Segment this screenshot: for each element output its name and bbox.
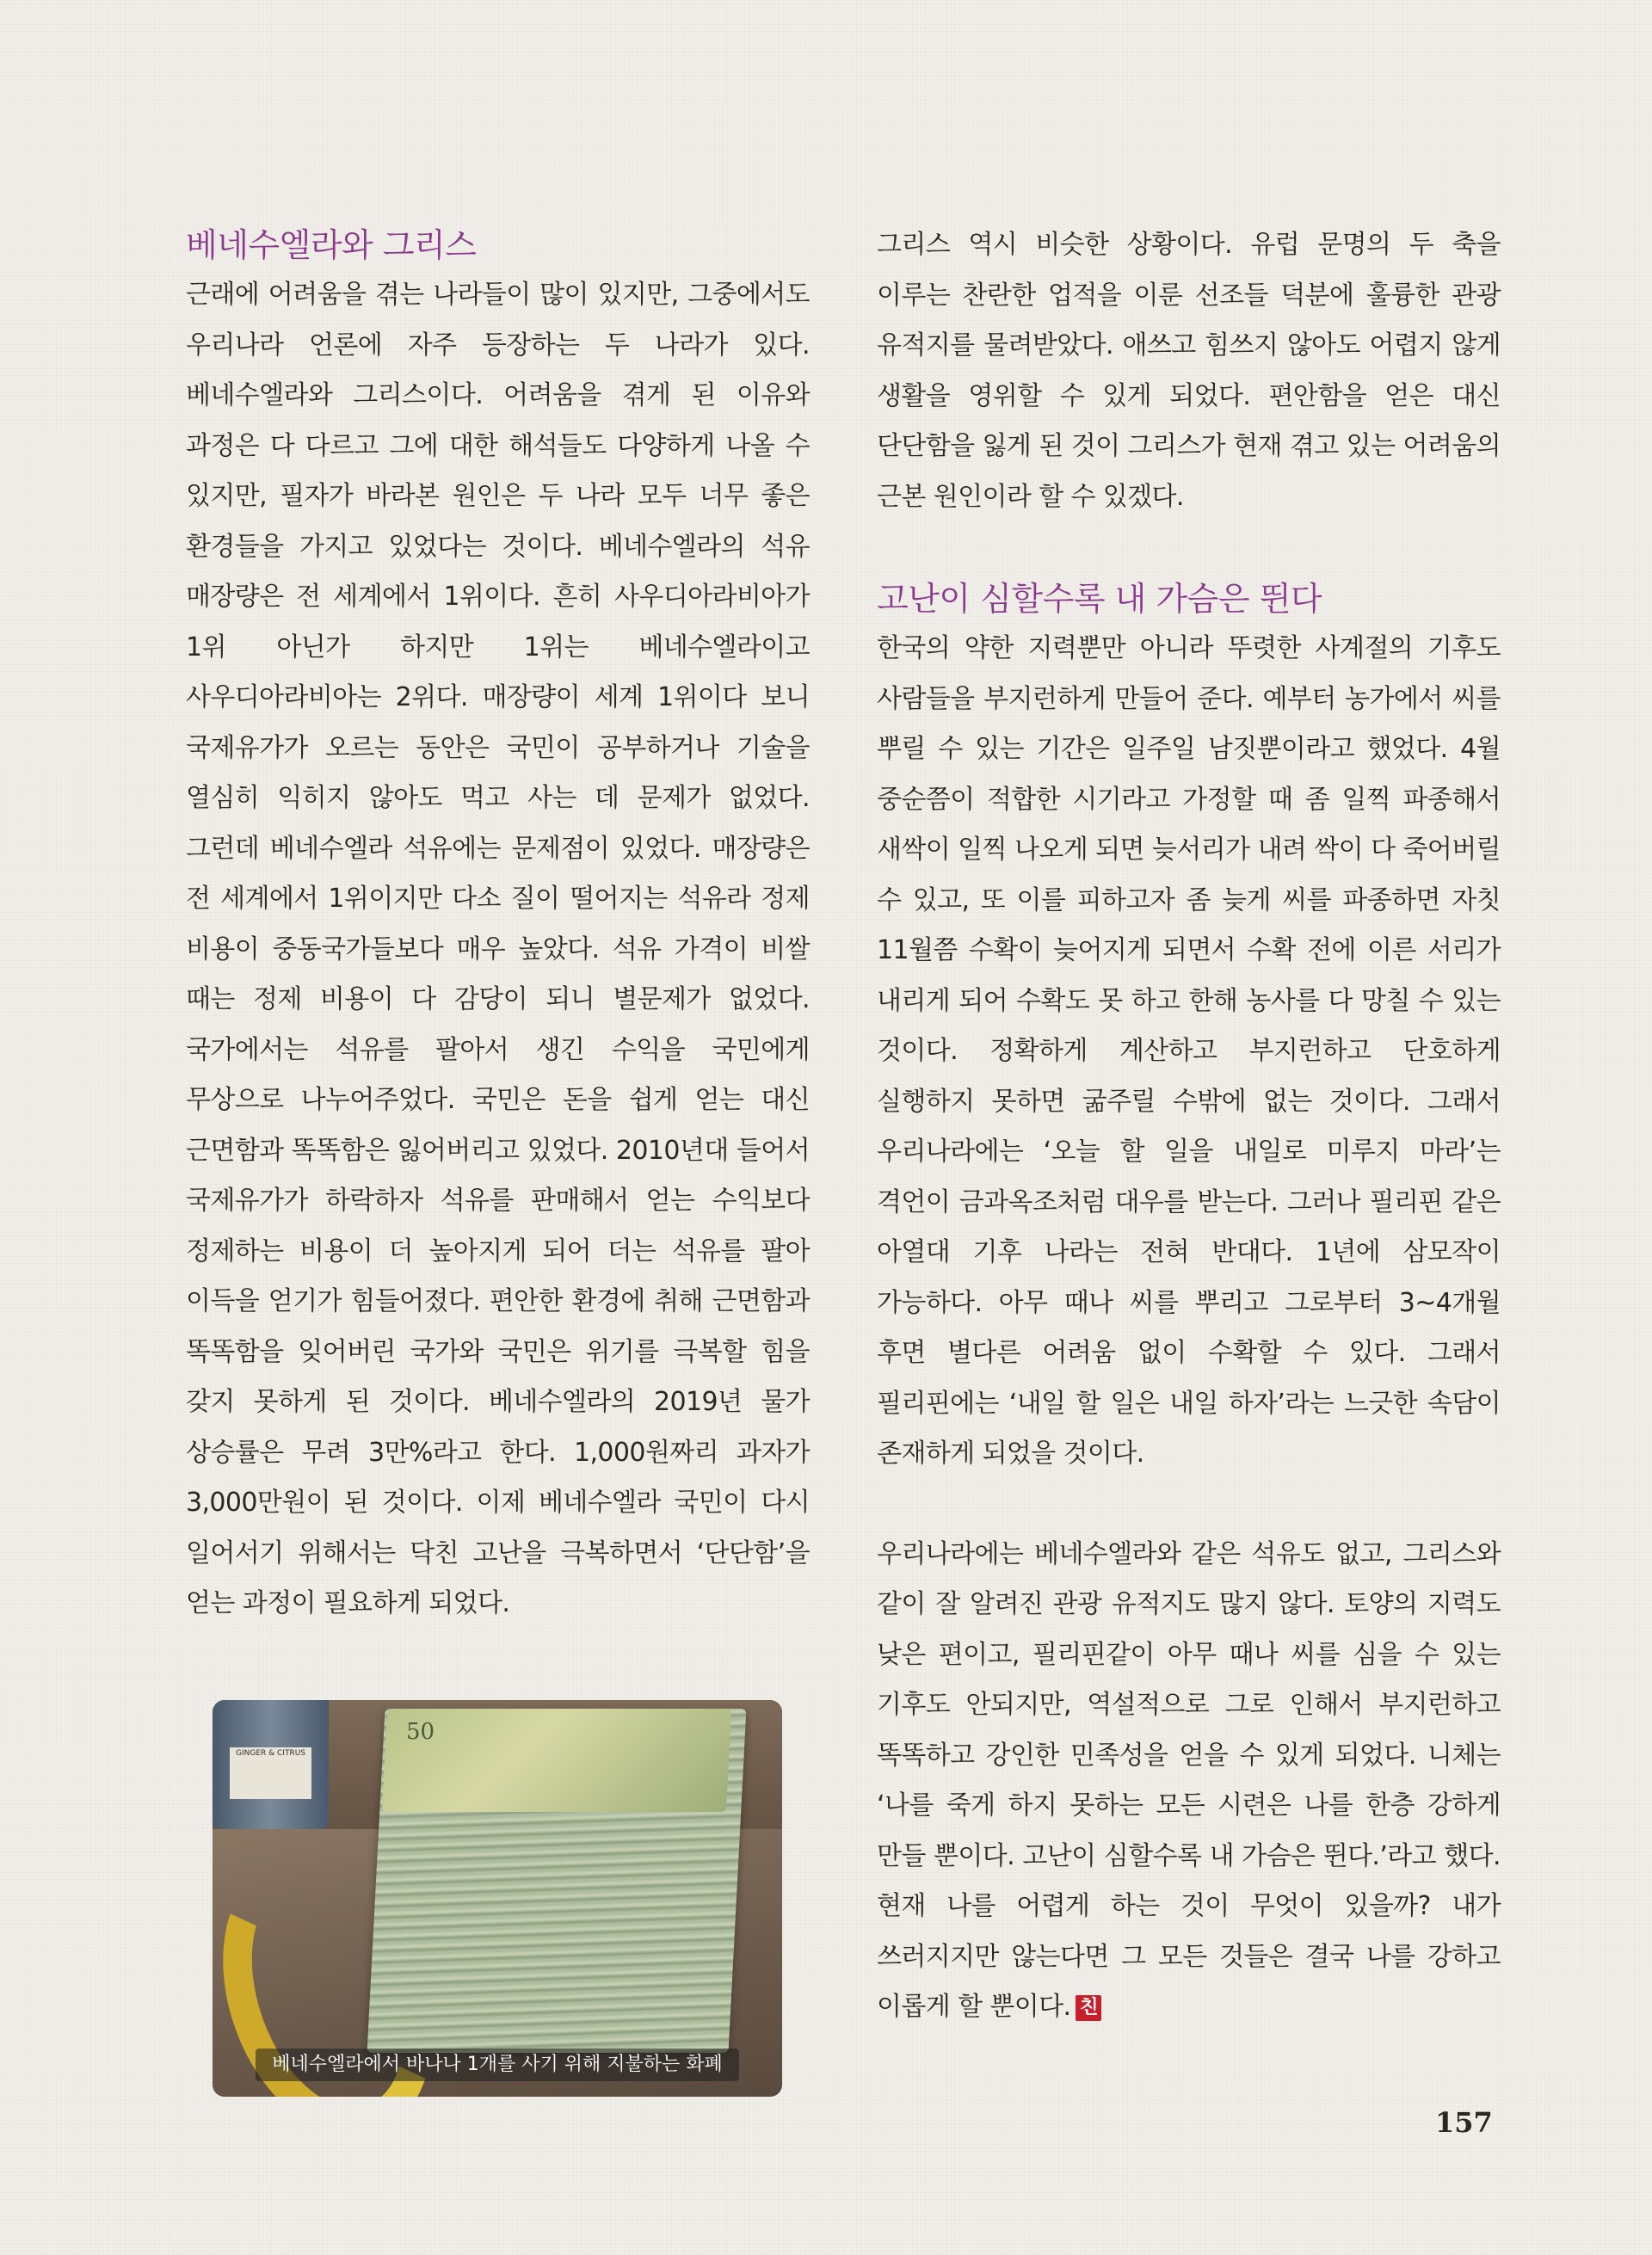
body-paragraph: 한국의 약한 지력뿐만 아니라 뚜렷한 사계절의 기후도 사람들을 부지런하게 만들어 준다. 예부터 농가에서 씨를 뿌릴 수 있는 기간은 일주일 남짓뿐이라고 했었다. 4월 중순쯤이 적합한 시기라고 가정할 때 좀 일찍 파종해서 새싹이 일찍 나오게 되면 늦서리가 내려 싹이 다 죽어버릴 수 있고, 또 이를 피하고자 좀 늦게 씨를 파종하면 자칫 11월쯤 수확이 늦어지게 되면서 수확 전에 이른 서리가 내리게 되어 수확도 못 하고 한해 농사를 다 망칠 수 있는 것이다. 정확하게 계산하고 부지런하고 단호하게 실행하지 못하면 굶주릴 수밖에 없는 것이다. 그래서 우리나라에는 ‘오늘 할 일을 내일로 미루지 마라’는 격언이 금과옥조처럼 대우를 받는다. 그러나 필리핀 같은 아열대 기후 나라는 전혀 반대다. 1년에 삼모작이 가능하다. 아무 때나 씨를 뿌리고 그로부터 3~4개월 후면 별다른 어려움 없이 수확할 수 있다. 그래서 필리핀에는 ‘내일 할 일은 내일 하자’라는 느긋한 속담이 존재하게 되었을 것이다.: [877, 633, 1501, 1469]
body-paragraph: 그리스 역시 비슷한 상황이다. 유럽 문명의 두 축을 이루는 찬란한 업적을 이룬 선조들 덕분에 훌륭한 관광 유적지를 물려받았다. 애쓰고 힘쓰지 않아도 어렵지 않게 생활을 영위할 수 있게 되었다. 편안함을 얻은 대신 단단함을 잃게 된 것이 그리스가 현재 겪고 있는 어려움의 근본 원인이라 할 수 있겠다.: [877, 230, 1501, 512]
section-heading-venezuela-greece: 베네수엘라와 그리스: [186, 226, 477, 264]
page-number: 157: [1435, 2106, 1493, 2139]
candle-label: GINGER & CITRUS: [230, 1747, 311, 1799]
end-mark-icon: 친: [1076, 1995, 1101, 2021]
candle-jar-image: [213, 1700, 329, 1829]
body-paragraph: 근래에 어려움을 겪는 나라들이 많이 있지만, 그중에서도 우리나라 언론에 자주 등장하는 두 나라가 있다. 베네수엘라와 그리스이다. 어려움을 겪게 된 이유와 과정은 다 다르고 그에 대한 해석들도 다양하게 나올 수 있지만, 필자가 바라본 원인은 두 나라 모두 너무 좋은 환경들을 가지고 있었다는 것이다. 베네수엘라의 석유 매장량은 전 세계에서 1위이다. 흔히 사우디아라비아가 1위 아닌가 하지만 1위는 베네수엘라이고 사우디아라비아는 2위다. 매장량이 세계 1위이다 보니 국제유가가 오르는 동안은 국민이 공부하거나 기술을 열심히 익히지 않아도 먹고 사는 데 문제가 없었다. 그런데 베네수엘라 석유에는 문제점이 있었다. 매장량은 전 세계에서 1위이지만 다소 질이 떨어지는 석유라 정제 비용이 중동국가들보다 매우 높았다. 석유 가격이 비쌀 때는 정제 비용이 다 감당이 되니 별문제가 없었다. 국가에서는 석유를 팔아서 생긴 수익을 국민에게 무상으로 나누어주었다. 국민은 돈을 쉽게 얻는 대신 근면함과 똑똑함은 잃어버리고 있었다. 2010년대 들어서 국제유가가 하락하자 석유를 판매해서 얻는 수익보다 정제하는 비용이 더 높아지게 되어 더는 석유를 팔아 이득을 얻기가 힘들어졌다. 편안한 환경에 취해 근면함과 똑똑함을 잊어버린 국가와 국민은 위기를 극복할 힘을 갖지 못하게 된 것이다. 베네수엘라의 2019년 물가 상승률은 무려 3만%라고 한다. 1,000원짜리 과자가 3,000만원이 된 것이다. 이제 베네수엘라 국민이 다시 일어서기 위해서는 닥친 고난을 극복하면서 ‘단단함’을 얻는 과정이 필요하게 되었다.: [186, 280, 810, 1618]
left-column: [186, 220, 810, 1630]
body-paragraph-final: [877, 1530, 1501, 2033]
right-column: [877, 220, 1501, 2033]
photo-caption: 베네수엘라에서 바나나 1개를 사기 위해 지불하는 화폐: [256, 2049, 739, 2081]
final-paragraph-text: 우리나라에는 베네수엘라와 같은 석유도 없고, 그리스와 같이 잘 알려진 관광 유적지도 많지 않다. 토양의 지력도 낮은 편이고, 필리핀같이 아무 때나 씨를 심을 수 있는 기후도 안되지만, 역설적으로 그로 인해서 부지런하고 똑똑하고 강인한 민족성을 얻을 수 있게 되었다. 니체는 ‘나를 죽게 하지 못하는 모든 시련은 나를 한층 강하게 만들 뿐이다. 고난이 심할수록 내 가슴은 뛴다.’라고 했다. 현재 나를 어렵게 하는 것이 무엇이 있을까? 내가 쓰러지지만 않는다면 그 모든 것들은 결국 나를 강하고 이롭게 할 뿐이다.: [877, 1538, 1501, 2022]
banknote-value: 50: [406, 1719, 435, 1745]
banknotes-photo: [213, 1700, 782, 2097]
section-heading-hardship: 고난이 심할수록 내 가슴은 뛴다: [877, 580, 1322, 618]
